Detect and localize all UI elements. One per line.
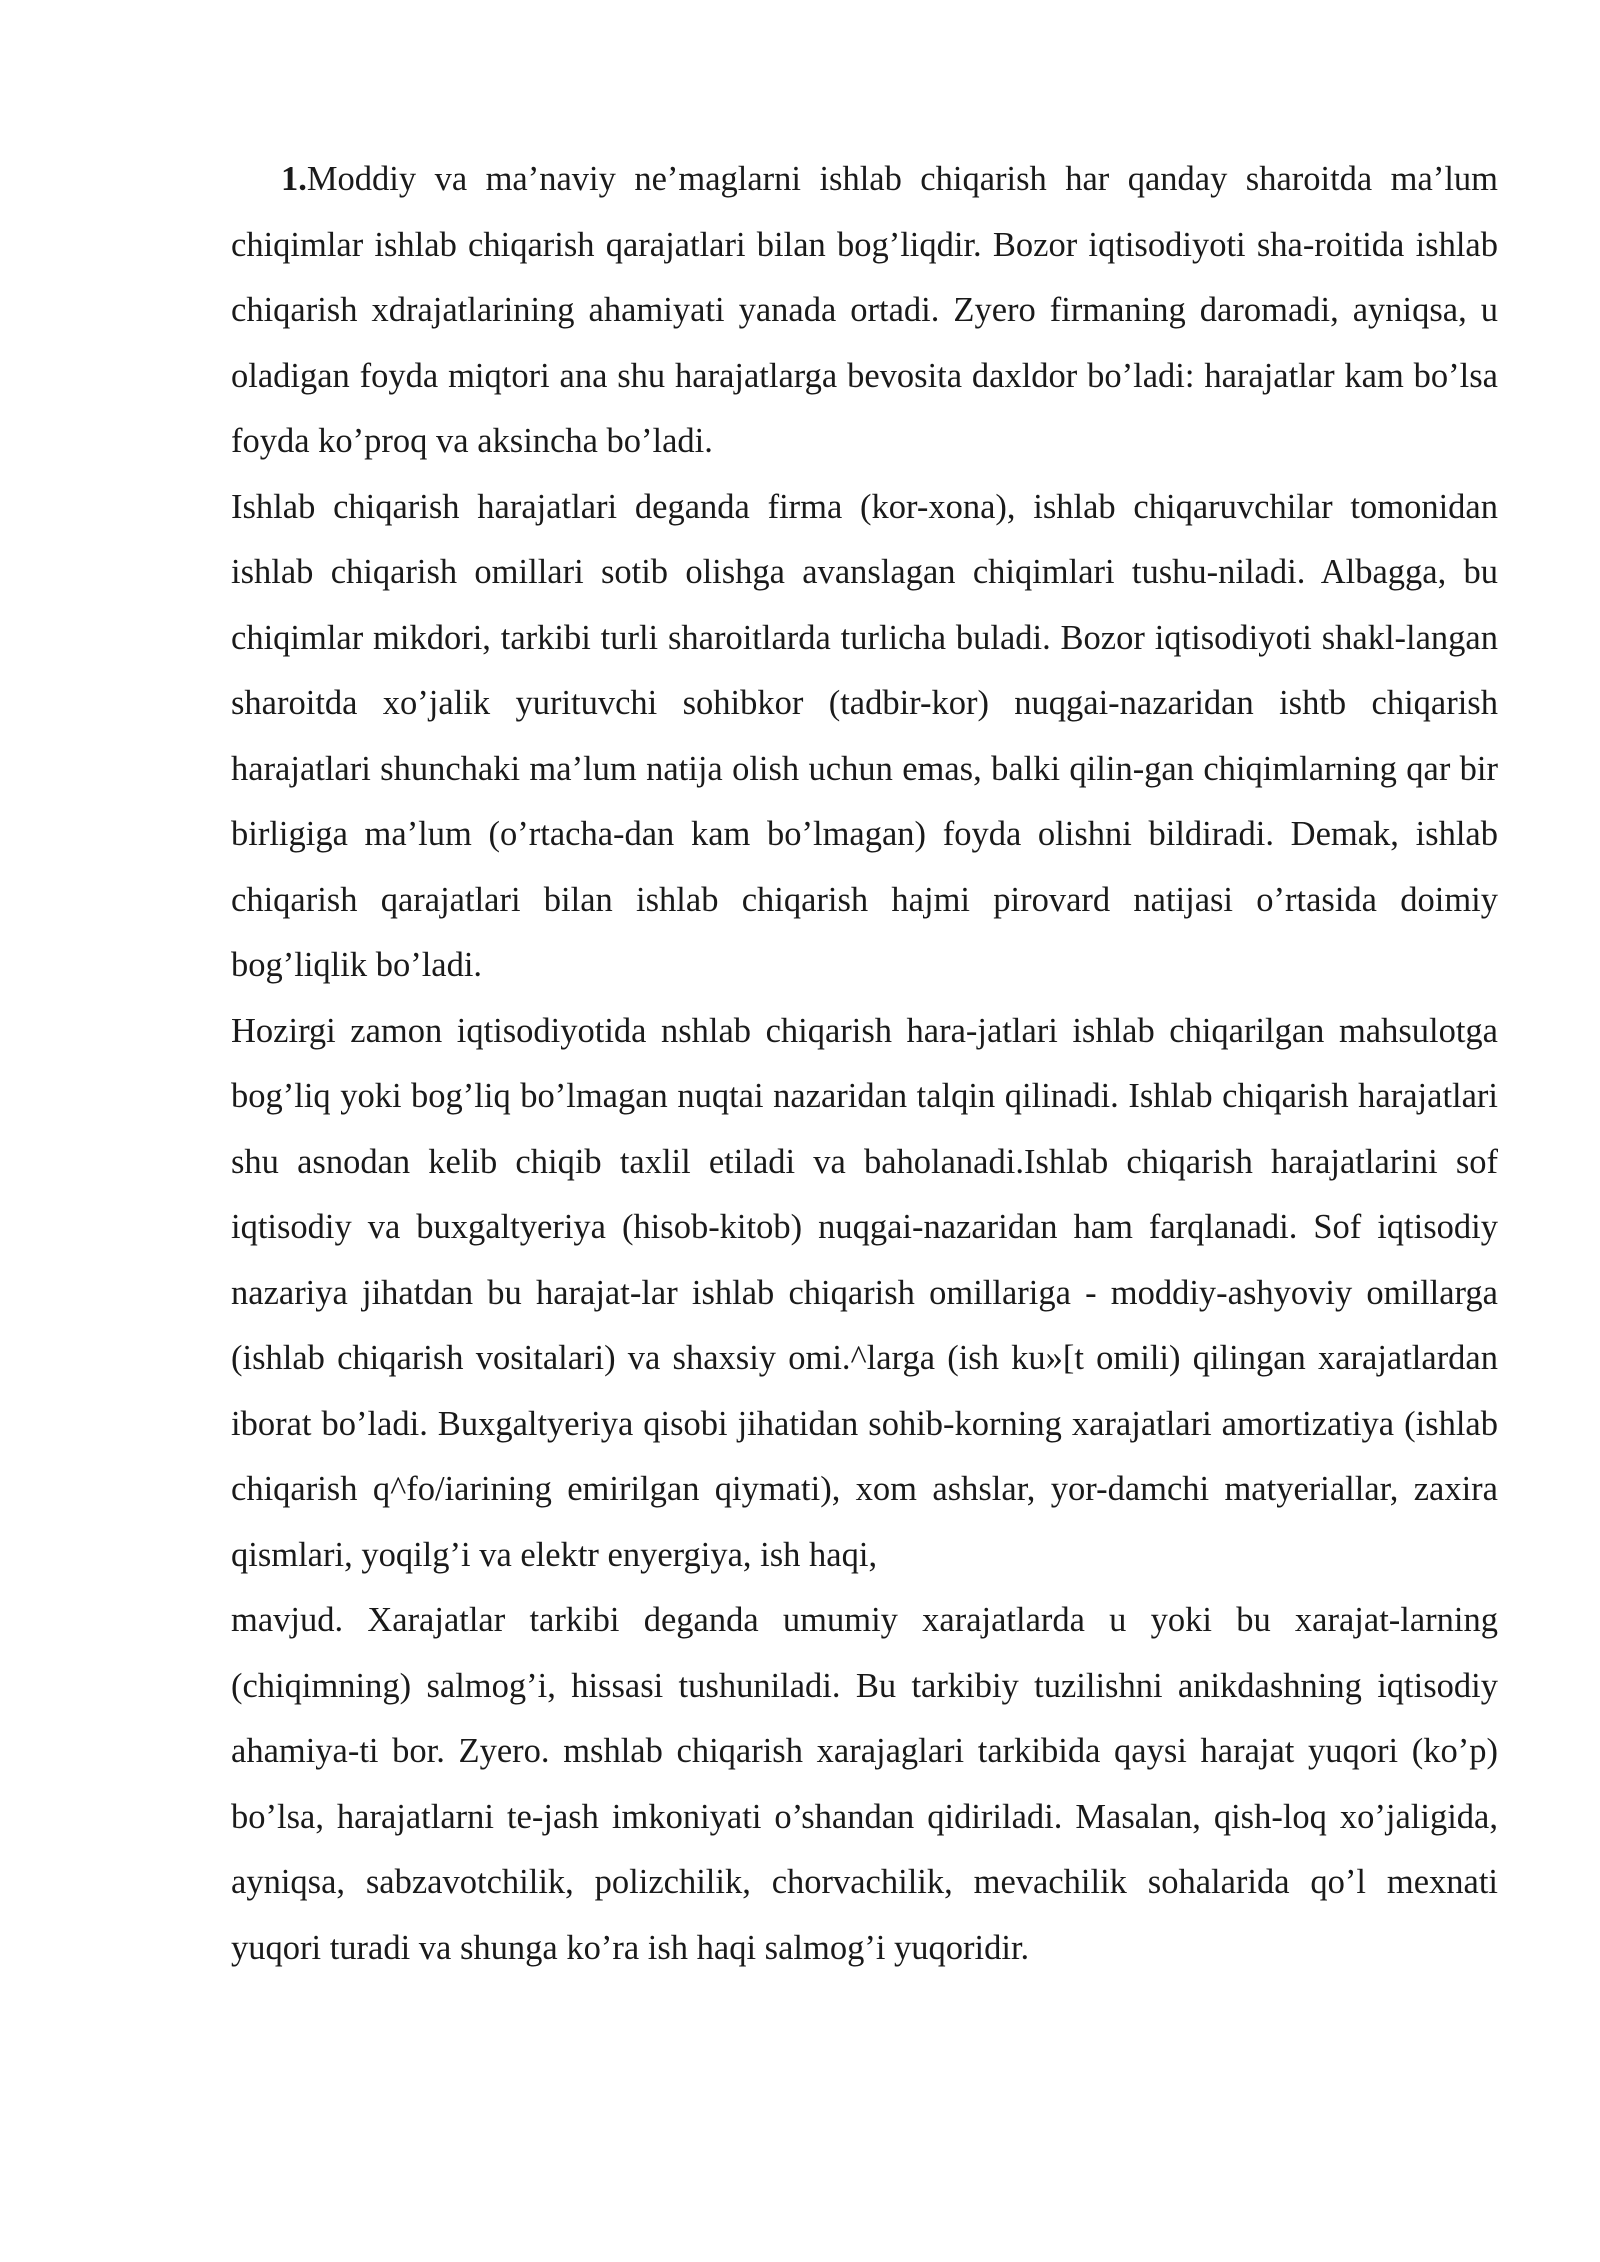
paragraph-1-text: Moddiy va ma’naviy ne’maglarni ishlab chiqarish har qanday sharoitda ma’lum chiqimlar ishlab chiqarish qarajatlari bilan bog’liqdir. Bozor iqtisodiyoti sha-roitida ishlab chiqarish xdrajatlarining ahamiyati yanada ortadi. Zyero firmaning daromadi, ayniqsa, u oladigan foyda miqtori ana shu harajatlarga bevosita daxldor bo’ladi: harajatlar kam bo’lsa foyda ko’proq va aksincha bo’ladi. [231, 160, 1498, 460]
paragraph-number: 1. [281, 160, 307, 198]
document-body [231, 147, 1498, 1981]
paragraph-2: Ishlab chiqarish harajatlari deganda firma (kor-xona), ishlab chiqaruvchilar tomonidan ishlab chiqarish omillari sotib olishga avanslagan chiqimlari tushu-niladi. Albagga, bu chiqimlar mikdori, tarkibi turli sharoitlarda turlicha buladi. Bozor iqtisodiyoti shakl-langan sharoitda xo’jalik yurituvchi sohibkor (tadbir-kor) nuqgai-nazaridan ishtb chiqarish harajatlari shunchaki ma’lum natija olish uchun emas, balki qilin-gan chiqimlarning qar bir birligiga ma’lum (o’rtacha-dan kam bo’lmagan) foyda olishni bildiradi. Demak, ishlab chiqarish qarajatlari bilan ishlab chiqarish hajmi pirovard natijasi o’rtasida doimiy bog’liqlik bo’ladi. [231, 487, 1498, 984]
paragraph-4: mavjud. Xarajatlar tarkibi deganda umumiy xarajatlarda u yoki bu xarajat-larning (chiqimning) salmog’i, hissasi tushuniladi. Bu tarkibiy tuzilishni anikdashning iqtisodiy ahamiya-ti bor. Zyero. mshlab chiqarish xarajaglari tarkibida qaysi harajat yuqori (ko’p) bo’lsa, harajatlarni te-jash imkoniyati o’shandan qidiriladi. Masalan, qish-loq xo’jaligida, ayniqsa, sabzavotchilik, polizchilik, chorvachilik, mevachilik sohalarida qo’l mexnati yuqori turadi va shunga ko’ra ish haqi salmog’i yuqoridir. [231, 1601, 1498, 1967]
paragraph-3: Hozirgi zamon iqtisodiyotida nshlab chiqarish hara-jatlari ishlab chiqarilgan mahsulotga bog’liq yoki bog’liq bo’lmagan nuqtai nazaridan talqin qilinadi. Ishlab chiqarish harajatlari shu asnodan kelib chiqib taxlil etiladi va baholanadi.Ishlab chiqarish harajatlarini sof iqtisodiy va buxgaltyeriya (hisob-kitob) nuqgai-nazaridan ham farqlanadi. Sof iqtisodiy nazariya jihatdan bu harajat-lar ishlab chiqarish omillariga - moddiy-ashyoviy omillarga (ishlab chiqarish vositalari) va shaxsiy omi.^larga (ish ku»[t omili) qilingan xarajatlardan iborat bo’ladi. Buxgaltyeriya qisobi jihatidan sohib-korning xarajatlari amortizatiya (ishlab chiqarish q^fo/iarining emirilgan qiymati), xom ashslar, yor-damchi matyeriallar, zaxira qismlari, yoqilg’i va elektr enyergiya, ish haqi, [231, 1011, 1498, 1574]
paragraph-1 [231, 147, 1498, 475]
